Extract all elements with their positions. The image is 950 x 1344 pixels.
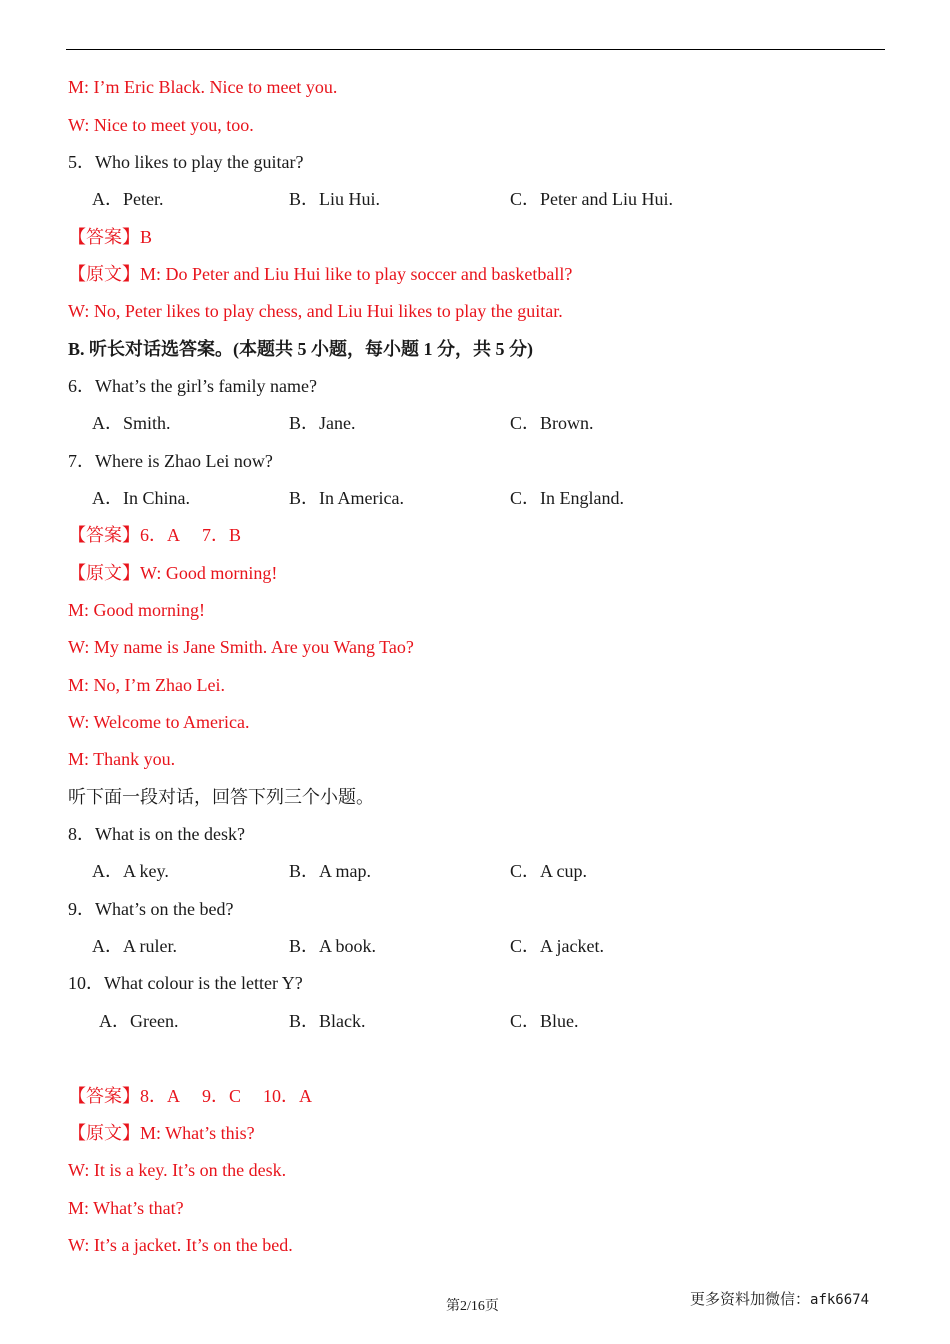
- q9-option-c: C．A jacket.: [510, 936, 604, 956]
- transcript-line: W: It is a key. It’s on the desk.: [68, 1160, 287, 1180]
- transcript-line: M: What’s that?: [68, 1198, 184, 1218]
- transcript-line: 【原文】M: What’s this?: [68, 1123, 255, 1143]
- transcript-line: M: Thank you.: [68, 749, 176, 769]
- section-b-heading: B. 听长对话选答案。(本题共 5 小题，每小题 1 分，共 5 分): [68, 339, 533, 359]
- page-number: 第2/16页: [446, 1299, 499, 1314]
- q10-option-c: C．Blue.: [510, 1011, 579, 1031]
- q6-option-a: A．Smith.: [92, 413, 171, 433]
- q7-option-a: A．In China.: [92, 488, 190, 508]
- instruction: 听下面一段对话，回答下列三个小题。: [68, 787, 374, 807]
- q6-option-c: C．Brown.: [510, 413, 594, 433]
- footer-note: [690, 1289, 869, 1311]
- question-5: 5．Who likes to play the guitar?: [68, 152, 304, 172]
- q8-option-c: C．A cup.: [510, 861, 588, 881]
- transcript-line: W: Welcome to America.: [68, 712, 250, 732]
- footer-note-label: 更多资料加微信：: [690, 1292, 811, 1308]
- q7-option-b: B．In America.: [289, 488, 404, 508]
- header-rule: [66, 49, 885, 50]
- q10-option-b: B．Black.: [289, 1011, 366, 1031]
- footer-note-id: afk6674: [810, 1292, 870, 1308]
- answer-5: 【答案】B: [68, 227, 153, 247]
- answer-9: 9．C: [202, 1086, 242, 1106]
- question-10: 10．What colour is the letter Y?: [68, 973, 303, 993]
- transcript-line: W: No, Peter likes to play chess, and Liu Hui likes to play the guitar.: [68, 301, 563, 321]
- transcript-line: 【原文】M: Do Peter and Liu Hui like to play soccer and basketball?: [68, 264, 573, 284]
- question-7: 7．Where is Zhao Lei now?: [68, 451, 273, 471]
- transcript-line: W: It’s a jacket. It’s on the bed.: [68, 1235, 293, 1255]
- q7-option-c: C．In England.: [510, 488, 624, 508]
- q8-option-b: B．A map.: [289, 861, 372, 881]
- q8-option-a: A．A key.: [92, 861, 169, 881]
- answer-7: 7．B: [202, 525, 242, 545]
- dialogue-line: W: Nice to meet you, too.: [68, 115, 254, 135]
- question-8: 8．What is on the desk?: [68, 824, 245, 844]
- q5-option-a: A．Peter.: [92, 189, 164, 209]
- answer-8: 【答案】8．A: [68, 1086, 180, 1106]
- answer-6: 【答案】6．A: [68, 525, 180, 545]
- transcript-line: M: No, I’m Zhao Lei.: [68, 675, 225, 695]
- question-9: 9．What’s on the bed?: [68, 899, 234, 919]
- answer-8-10: [68, 1084, 312, 1108]
- q9-option-a: A．A ruler.: [92, 936, 177, 956]
- q10-option-a: A．Green.: [99, 1011, 179, 1031]
- answer-10: 10．A: [263, 1086, 313, 1106]
- transcript-line: M: Good morning!: [68, 600, 205, 620]
- transcript-line: W: My name is Jane Smith. Are you Wang Tao?: [68, 637, 414, 657]
- q5-option-b: B．Liu Hui.: [289, 189, 381, 209]
- q6-option-b: B．Jane.: [289, 413, 356, 433]
- dialogue-line: M: I’m Eric Black. Nice to meet you.: [68, 77, 338, 97]
- q5-option-c: C．Peter and Liu Hui.: [510, 189, 673, 209]
- answer-6-7: [68, 523, 241, 547]
- question-6: 6．What’s the girl’s family name?: [68, 376, 317, 396]
- q9-option-b: B．A book.: [289, 936, 377, 956]
- transcript-line: 【原文】W: Good morning!: [68, 563, 278, 583]
